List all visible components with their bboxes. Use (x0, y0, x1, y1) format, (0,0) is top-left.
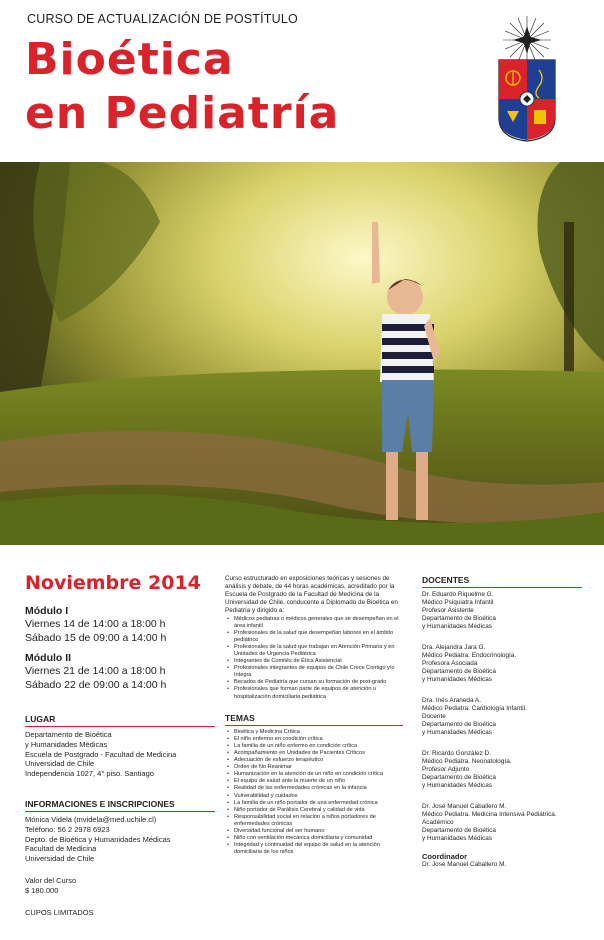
location-line: Universidad de Chile (25, 759, 95, 769)
limited-seats-note: CUPOS LIMITADOS (25, 907, 94, 917)
university-crest-icon (497, 14, 557, 142)
teacher-name: Dr. José Manuel Caballero M. (422, 803, 507, 810)
teachers-heading: DOCENTES (422, 575, 582, 588)
list-item: • Niño portador de Parálisis Cerebral y calidad de vida (225, 807, 403, 814)
teacher-card (422, 750, 582, 790)
location-line: Departamento de Bioética (25, 730, 112, 739)
teacher-department: Departamento de Bioética (422, 774, 496, 781)
teacher-specialty: Médico Psiquiatra Infantil (422, 599, 494, 606)
list-item: • Integridad y continuidad del equipo de salud en la atención domiciliaria de los niños (225, 842, 403, 856)
course-month: Noviembre 2014 (25, 572, 201, 594)
list-item: • Becados de Pediatría que cursan su formación de post-grado (225, 679, 403, 686)
list-item: • Diversidad funcional del ser humano (225, 828, 403, 835)
topics-heading: TEMAS (225, 713, 403, 726)
module-title: Módulo I (25, 605, 69, 617)
course-intro: Curso estructurado en exposiciones teóricas y sesiones de análisis y debate, de 44 horas académicas, acreditado por la Escuela de Postgrado de la Facultad de Medicina de la Universidad de Chile, conducente a Diplomado de Bioética en Pediatría y dirigido a: (225, 575, 398, 614)
module-title: Módulo II (25, 652, 72, 664)
info-line: Universidad de Chile (25, 854, 95, 864)
teacher-card (422, 591, 582, 631)
coordinator-name: Dr. José Manuel Caballero M. (422, 861, 507, 868)
course-column (225, 575, 403, 856)
location-section (25, 714, 215, 779)
price-label: Valor del Curso (25, 875, 77, 885)
teacher-rank: Profesora Asociada (422, 660, 478, 667)
location-line: Independencia 1027, 4° piso. Santiago (25, 769, 154, 779)
price-section (25, 876, 215, 896)
location-heading: LUGAR (25, 714, 215, 727)
list-item: • Integrantes de Comités de Ética Asistencial (225, 658, 403, 665)
module-1 (25, 605, 215, 645)
page-title-line-2: en Pediatría (25, 88, 340, 139)
teacher-rank: Docente (422, 713, 446, 720)
list-item: • El niño enfermo en condición crítica (225, 736, 403, 743)
topics-list (225, 729, 403, 857)
info-heading: INFORMACIONES E INSCRIPCIONES (25, 799, 215, 812)
schedule-column (25, 572, 215, 917)
teacher-card (422, 644, 582, 684)
teacher-name: Dr. Ricardo González D. (422, 750, 491, 757)
list-item: • Orden de No Reanimar (225, 764, 403, 771)
coordinator-block (422, 852, 582, 869)
header (0, 0, 604, 160)
course-kicker: CURSO DE ACTUALIZACIÓN DE POSTÍTULO (27, 12, 298, 26)
teacher-name: Dr. Eduardo Riquelme G. (422, 591, 494, 598)
list-item: • Niño con ventilación mecánica domiciliaria y comunidad (225, 835, 403, 842)
price-amount: $ 180.000 (25, 885, 59, 895)
list-item: • Vulnerabilidad y cuidados (225, 793, 403, 800)
audience-list (225, 616, 403, 701)
list-item: • Humanización en la atención de un niño en condición crítica (225, 771, 403, 778)
teacher-department: Departamento de Bioética (422, 668, 496, 675)
teacher-department: Departamento de Bioética (422, 615, 496, 622)
teacher-specialty: Médico Pediatra. Medicina Intensiva Pediátrica. (422, 811, 557, 818)
teacher-specialty: Médico Pediatra. Neonatología. (422, 758, 512, 765)
list-item: • La familia de un niño portador de una enfermedad crónica (225, 800, 403, 807)
module-session: Viernes 21 de 14:00 a 18:00 h (25, 665, 166, 677)
location-line: y Humanidades Médicas (25, 739, 108, 749)
coordinator-heading: Coordinador (422, 852, 467, 861)
teachers-column (422, 575, 582, 869)
module-2 (25, 652, 215, 692)
teacher-department: y Humanidades Médicas (422, 782, 492, 789)
list-item: • Profesionales integrantes de equipos de Chile Crece Contigo y/o Integra (225, 665, 403, 679)
teacher-specialty: Médico Pediatra. Endocrinología. (422, 652, 517, 659)
teacher-name: Dra. Inés Araneda A. (422, 697, 481, 704)
teacher-department: Departamento de Bioética (422, 721, 496, 728)
list-item: • Profesionales de la salud que desempeñan labores en el ámbito pediátrico (225, 630, 403, 644)
info-line: Depto. de Bioética y Humanidades Médicas (25, 834, 171, 844)
list-item: • Responsabilidad social en relación a niños portadores de enfermedades crónicas (225, 814, 403, 828)
teacher-department: y Humanidades Médicas (422, 623, 492, 630)
teacher-rank: Profesor Asistente (422, 607, 474, 614)
teacher-name: Dra. Alejandra Jara G. (422, 644, 486, 651)
teacher-specialty: Médico Pediatra. Cardiología Infantil. (422, 705, 527, 712)
teacher-department: y Humanidades Médicas (422, 729, 492, 736)
list-item: • Adecuación de esfuerzo terapéutico (225, 757, 403, 764)
teacher-department: Departamento de Bioética (422, 827, 496, 834)
module-session: Viernes 14 de 14:00 a 18:00 h (25, 618, 166, 630)
list-item: • Médicos pediatras o médicos generales que se desempeñan en el área infantil (225, 616, 403, 630)
list-item: • Realidad de las enfermedades crónicas en la infancia (225, 785, 403, 792)
teacher-department: y Humanidades Médicas (422, 676, 492, 683)
info-contact[interactable]: Mónica Videla (mvidela@med.uchile.cl) (25, 814, 157, 824)
teacher-card (422, 697, 582, 737)
list-item: • Profesionales que forman parte de equipos de atención u hospitalización domiciliaria pediátrica (225, 686, 403, 700)
teacher-rank: Profesor Adjunto (422, 766, 470, 773)
module-session: Sábado 15 de 09:00 a 14:00 h (25, 632, 167, 644)
page-title-line-1: Bioética (25, 34, 234, 85)
teacher-rank: Académico (422, 819, 454, 826)
list-item: • Acompañamiento en Unidades de Pacientes Críticos (225, 750, 403, 757)
teacher-department: y Humanidades Médicas (422, 835, 492, 842)
info-phone: Teléfono: 56 2 2978 6923 (25, 824, 110, 834)
info-section (25, 799, 215, 864)
list-item: • Profesionales de la salud que trabajan en Atención Primaria y en Unidades de Urgencia Pediátrica (225, 644, 403, 658)
list-item: • Bioética y Medicina Crítica (225, 729, 403, 736)
location-line: Escuela de Postgrado - Facultad de Medicina (25, 749, 177, 759)
hero-photo-child-in-forest (0, 162, 604, 545)
module-session: Sábado 22 de 09:00 a 14:00 h (25, 679, 167, 691)
teacher-card (422, 803, 582, 843)
list-item: • El equipo de salud ante la muerte de un niño (225, 778, 403, 785)
info-line: Facultad de Medicina (25, 844, 97, 854)
star-rays-icon (503, 16, 551, 64)
list-item: • La familia de un niño enfermo en condición crítica (225, 743, 403, 750)
